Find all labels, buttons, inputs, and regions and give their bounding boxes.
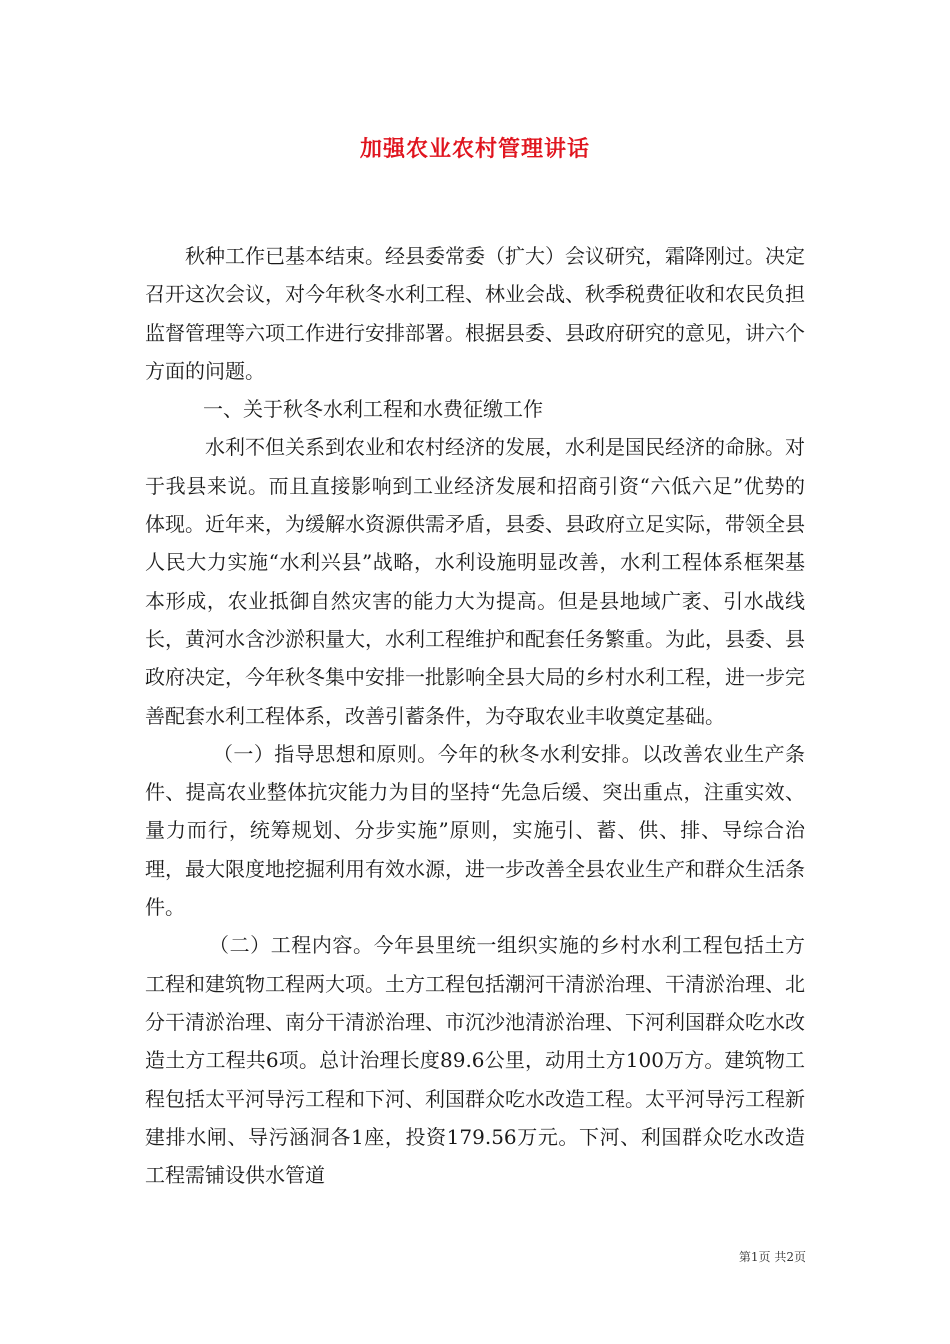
page-number: 第1页 共2页 (738, 1250, 806, 1264)
paragraph-project-content: （二）工程内容。今年县里统一组织实施的乡村水利工程包括土方工程和建筑物工程两大项。土方工程包括潮河干清淤治理、干清淤治理、北分干清淤治理、南分干清淤治理、市沉沙池清淤治理、下河利国群众吃水改造土方工程共6项。总计治理长度89.6公里，动用土方100万方。建筑物工程包括太平河导污工程和下河、利国群众吃水改造工程。太平河导污工程新建排水闸、导污涵洞各1座，投资179.56万元。下河、利国群众吃水改造工程需铺设供水管道 (145, 933, 805, 1188)
paragraph-water-importance: 水利不但关系到农业和农村经济的发展，水利是国民经济的命脉。对于我县来说。而且直接影响到工业经济发展和招商引资“六低六足”优势的体现。近年来，为缓解水资源供需矛盾，县委、县政府立足实际，带领全县人民大力实施“水利兴县”战略，水利设施明显改善，水利工程体系框架基本形成，农业抵御自然灾害的能力大为提高。但是县地域广袤、引水战线长，黄河水含沙淤积量大，水利工程维护和配套任务繁重。为此，县委、县政府决定，今年秋冬集中安排一批影响全县大局的乡村水利工程，进一步完善配套水利工程体系，改善引蓄条件，为夺取农业丰收奠定基础。 (145, 435, 805, 728)
section-heading: 一、关于秋冬水利工程和水费征缴工作 (203, 397, 543, 422)
paragraph-intro: 秋种工作已基本结束。经县委常委（扩大）会议研究，霜降刚过。决定召开这次会议，对今年秋冬水利工程、林业会战、秋季税费征收和农民负担监督管理等六项工作进行安排部署。根据县委、县政府研究的意见，讲六个方面的问题。 (145, 244, 805, 383)
paragraph-guiding-principles: （一）指导思想和原则。今年的秋冬水利安排。以改善农业生产条件、提高农业整体抗灾能力为目的坚持“先急后缓、突出重点，注重实效、量力而行，统筹规划、分步实施”原则，实施引、蓄、供、排、导综合治理，最大限度地挖掘利用有效水源，进一步改善全县农业生产和群众生活条件。 (145, 741, 805, 920)
document-title: 加强农业农村管理讲话 (359, 136, 590, 162)
document-body (145, 237, 805, 1194)
